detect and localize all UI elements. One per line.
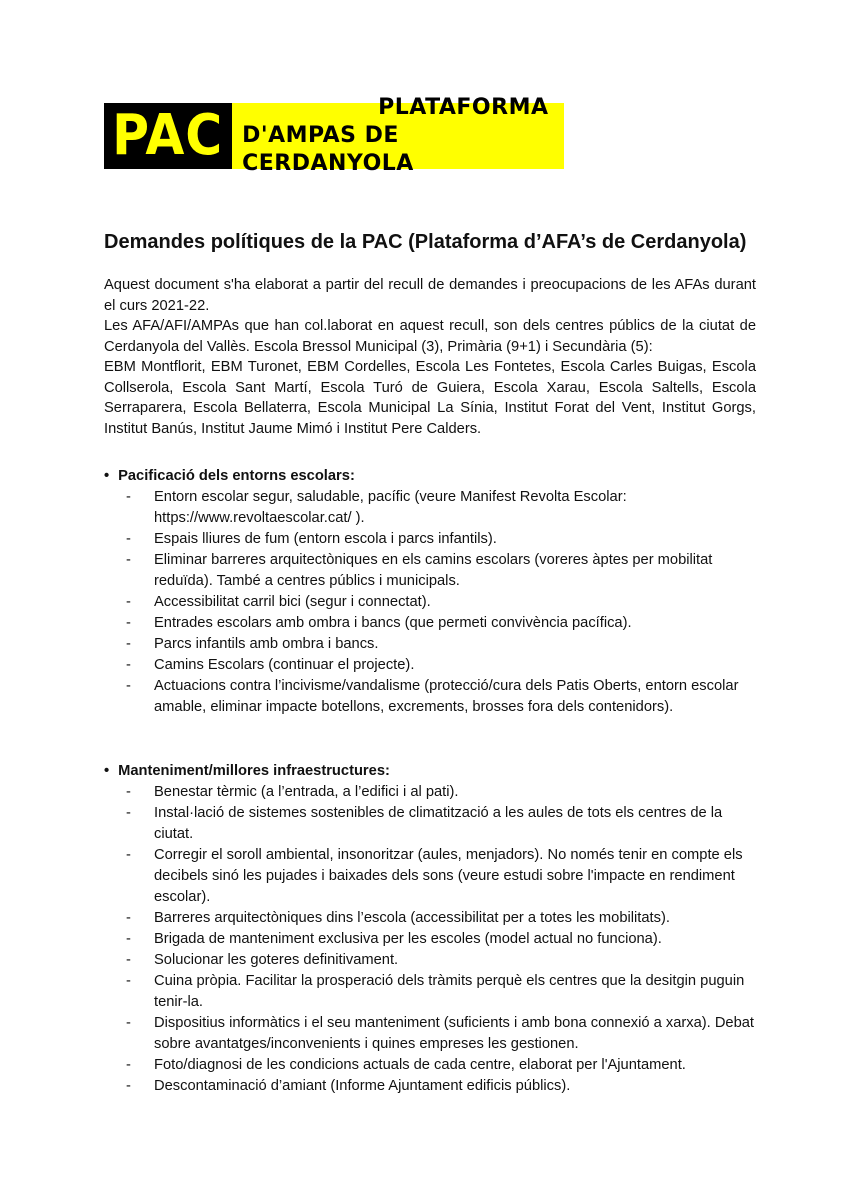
dash-icon: - <box>126 910 131 926</box>
dash-icon: - <box>126 952 131 968</box>
list-item-text: Eliminar barreres arquitectòniques en els camins escolars (voreres àptes per mobilitat reduïda). També a centres públics i municipals. <box>154 552 713 589</box>
dash-icon: - <box>126 615 131 631</box>
list-item <box>104 971 764 1013</box>
list-item-text: Actuacions contra l’incivisme/vandalisme (protecció/cura dels Patis Oberts, entorn escolar amable, eliminar impacte botellons, excrements, brosses fora dels contenidors). <box>154 678 739 715</box>
list-item <box>104 845 764 908</box>
dash-icon: - <box>126 973 131 989</box>
dash-icon: - <box>126 1015 131 1031</box>
logo-text <box>242 95 564 176</box>
pac-logo <box>104 95 564 176</box>
list-item-text: Dispositius informàtics i el seu manteniment (suficients i amb bona connexió a xarxa). Debat sobre avantatges/inconvenients i quines empreses les gestionen. <box>154 1015 755 1052</box>
dash-icon: - <box>126 847 131 863</box>
list-item <box>104 655 764 676</box>
list-item <box>104 950 764 971</box>
document-title: Demandes polítiques de la PAC (Plataforma d’AFA’s de Cerdanyola) <box>104 231 747 253</box>
list-item-text: Accessibilitat carril bici (segur i connectat). <box>154 594 431 610</box>
list-item <box>104 1076 764 1097</box>
list-item-text: Foto/diagnosi de les condicions actuals de cada centre, elaborat per l'Ajuntament. <box>154 1057 686 1073</box>
list-item-text: Espais lliures de fum (entorn escola i parcs infantils). <box>154 531 497 547</box>
section-list <box>104 487 764 718</box>
section-manteniment <box>104 761 764 1097</box>
section-heading <box>104 466 764 487</box>
logo-acronym: PAC <box>112 103 224 168</box>
intro <box>104 275 756 439</box>
list-item-text: Brigada de manteniment exclusiva per les escoles (model actual no funciona). <box>154 931 662 947</box>
section-heading <box>104 761 764 782</box>
list-item <box>104 676 764 718</box>
list-item-text: Camins Escolars (continuar el projecte). <box>154 657 415 673</box>
logo-line-2: D'AMPAS DE CERDANYOLA <box>242 123 414 176</box>
dash-icon: - <box>126 784 131 800</box>
section-heading-text: Pacificació dels entorns escolars: <box>118 468 355 484</box>
dash-icon: - <box>126 636 131 652</box>
logo-line-1: PLATAFORMA <box>378 95 549 120</box>
logo-acronym-box <box>104 103 232 169</box>
dash-icon: - <box>126 531 131 547</box>
list-item-text: Instal·lació de sistemes sostenibles de climatització a les aules de tots els centres de la ciutat. <box>154 805 723 842</box>
list-item-text: Entorn escolar segur, saludable, pacífic (veure Manifest Revolta Escolar: https://www.revoltaescolar.cat/ ). <box>154 489 627 526</box>
list-item-text: Benestar tèrmic (a l’entrada, a l’edifici i al pati). <box>154 784 459 800</box>
section-heading-text: Manteniment/millores infraestructures: <box>118 763 390 779</box>
dash-icon: - <box>126 678 131 694</box>
intro-paragraph-1: Aquest document s'ha elaborat a partir del recull de demandes i preocupacions de les AFAs durant el curs 2021-22. <box>104 277 756 314</box>
section-pacificacio <box>104 466 764 718</box>
dash-icon: - <box>126 594 131 610</box>
dash-icon: - <box>126 1057 131 1073</box>
list-item-text: Barreres arquitectòniques dins l’escola (accessibilitat per a totes les mobilitats). <box>154 910 670 926</box>
list-item-text: Cuina pròpia. Facilitar la prosperació dels tràmits perquè els centres que la desitgin puguin tenir-la. <box>154 973 745 1010</box>
list-item <box>104 550 764 592</box>
section-list <box>104 782 764 1097</box>
list-item <box>104 908 764 929</box>
list-item-text: Descontaminació d’amiant (Informe Ajuntament edificis públics). <box>154 1078 571 1094</box>
dash-icon: - <box>126 931 131 947</box>
intro-paragraph-3: EBM Montflorit, EBM Turonet, EBM Cordelles, Escola Les Fontetes, Escola Carles Buigas, Escola Collserola, Escola Sant Martí, Escola Turó de Guiera, Escola Xarau, Escola Saltells, Escola Serraparera, Escola Bellaterra, Escola Municipal La Sínia, Institut Forat del Vent, Institut Gorgs, Institut Banús, Institut Jaume Mimó i Institut Pere Calders. <box>104 359 756 437</box>
list-item <box>104 782 764 803</box>
dash-icon: - <box>126 657 131 673</box>
dash-icon: - <box>126 1078 131 1094</box>
list-item-text: Corregir el soroll ambiental, insonoritzar (aules, menjadors). No només tenir en compte els decibels sinó les pujades i baixades dels sons (veure estudi sobre l'impacte en rendiment escolar). <box>154 847 743 905</box>
dash-icon: - <box>126 805 131 821</box>
list-item <box>104 1013 764 1055</box>
list-item <box>104 529 764 550</box>
list-item-text: Parcs infantils amb ombra i bancs. <box>154 636 379 652</box>
dash-icon: - <box>126 552 131 568</box>
bullet-icon: • <box>104 763 110 779</box>
list-item <box>104 613 764 634</box>
list-item <box>104 634 764 655</box>
list-item <box>104 592 764 613</box>
list-item <box>104 487 764 529</box>
list-item <box>104 803 764 845</box>
list-item-text: Entrades escolars amb ombra i bancs (que permeti convivència pacífica). <box>154 615 632 631</box>
dash-icon: - <box>126 489 131 505</box>
bullet-icon: • <box>104 468 110 484</box>
intro-paragraph-2: Les AFA/AFI/AMPAs que han col.laborat en aquest recull, son dels centres públics de la ciutat de Cerdanyola del Vallès. Escola Bressol Municipal (3), Primària (9+1) i Secundària (5): <box>104 318 756 355</box>
list-item-text: Solucionar les goteres definitivament. <box>154 952 399 968</box>
list-item <box>104 1055 764 1076</box>
list-item <box>104 929 764 950</box>
